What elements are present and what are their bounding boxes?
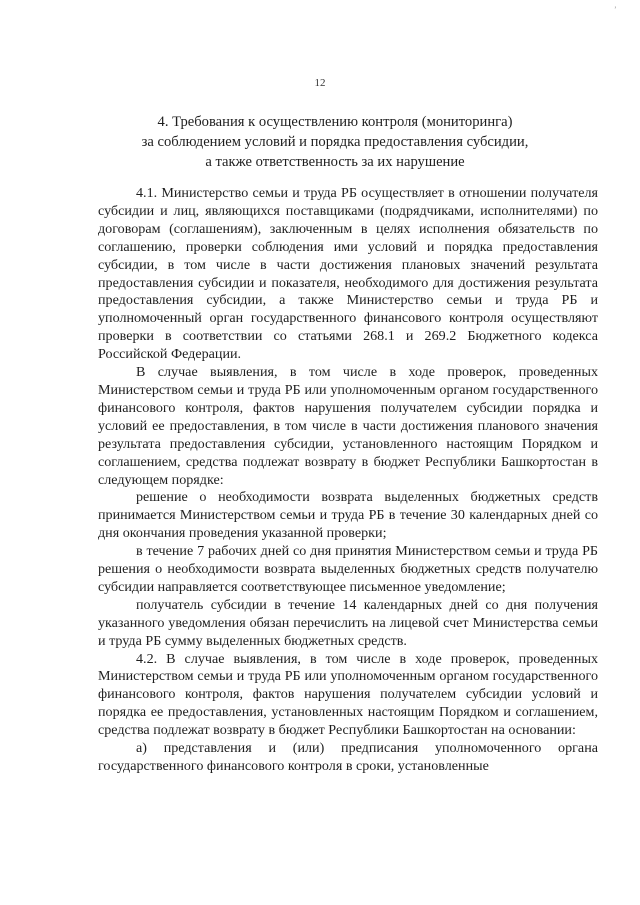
page-number: 12 xyxy=(314,77,326,89)
paragraph-4-2: 4.2. В случае выявления, в том числе в ходе проверок, проведенных Министерством семьи и труда РБ или уполномоченным органом государственного финансового контроля, фактов нарушения получателем субсидии условий и порядка ее предоставления, установленных настоящим Порядком и соглашением, средства подлежат возврату в бюджет Республики Башкортостан на основании: xyxy=(98,650,598,739)
section-title-line-3: а также ответственность за их нарушение xyxy=(205,154,465,170)
paragraph-violation-cases: В случае выявления, в том числе в ходе проверок, проведенных Министерством семьи и труда РБ или уполномоченным органом государственного финансового контроля, фактов нарушения получателем субсидии порядка и условий ее предоставления, в том числе в части достижения планового значения результата предоставления субсидии, установленного настоящим Порядком и соглашением, средства подлежат возврату в бюджет Республики Башкортостан в следующем порядке: xyxy=(98,364,598,488)
section-title-line-2: за соблюдением условий и порядка предоставления субсидии, xyxy=(141,134,529,150)
paragraph-item-a: а) представления и (или) предписания уполномоченного органа государственного финансового контроля в сроки, установленные xyxy=(98,740,598,774)
section-title xyxy=(90,112,580,172)
scan-mark: ’ xyxy=(614,5,617,14)
paragraph-4-1: 4.1. Министерство семьи и труда РБ осуществляет в отношении получателя субсидии и лиц, являющихся поставщиками (подрядчиками, исполнителями) по договорам (соглашениям), заключенным в целях исполнения обязательств по соглашению, проверки соблюдения ими условий и порядка предоставления субсидии, в том числе в части достижения плановых значений результата предоставления субсидии и показателя, необходимого для достижения результата предоставления субсидии, а также Министерство семьи и труда РБ и уполномоченный орган государственного финансового контроля осуществляют проверки в соответствии со статьями 268.1 и 269.2 Бюджетного кодекса Российской Федерации. xyxy=(98,185,598,363)
body-text xyxy=(98,185,598,776)
paragraph-notification: в течение 7 рабочих дней со дня принятия Министерством семьи и труда РБ решения о необходимости возврата выделенных бюджетных средств получателю субсидии направляется соответствующее письменное уведомление; xyxy=(98,543,598,595)
paragraph-transfer-funds: получатель субсидии в течение 14 календарных дней со дня получения указанного уведомления обязан перечислить на лицевой счет Министерства семьи и труда РБ сумму выделенных бюджетных средств. xyxy=(98,596,598,649)
section-title-line-1: 4. Требования к осуществлению контроля (мониторинга) xyxy=(157,114,513,130)
paragraph-decision-return: решение о необходимости возврата выделенных бюджетных средств принимается Министерством семьи и труда РБ в течение 30 календарных дней со дня окончания проведения указанной проверки; xyxy=(98,489,598,542)
